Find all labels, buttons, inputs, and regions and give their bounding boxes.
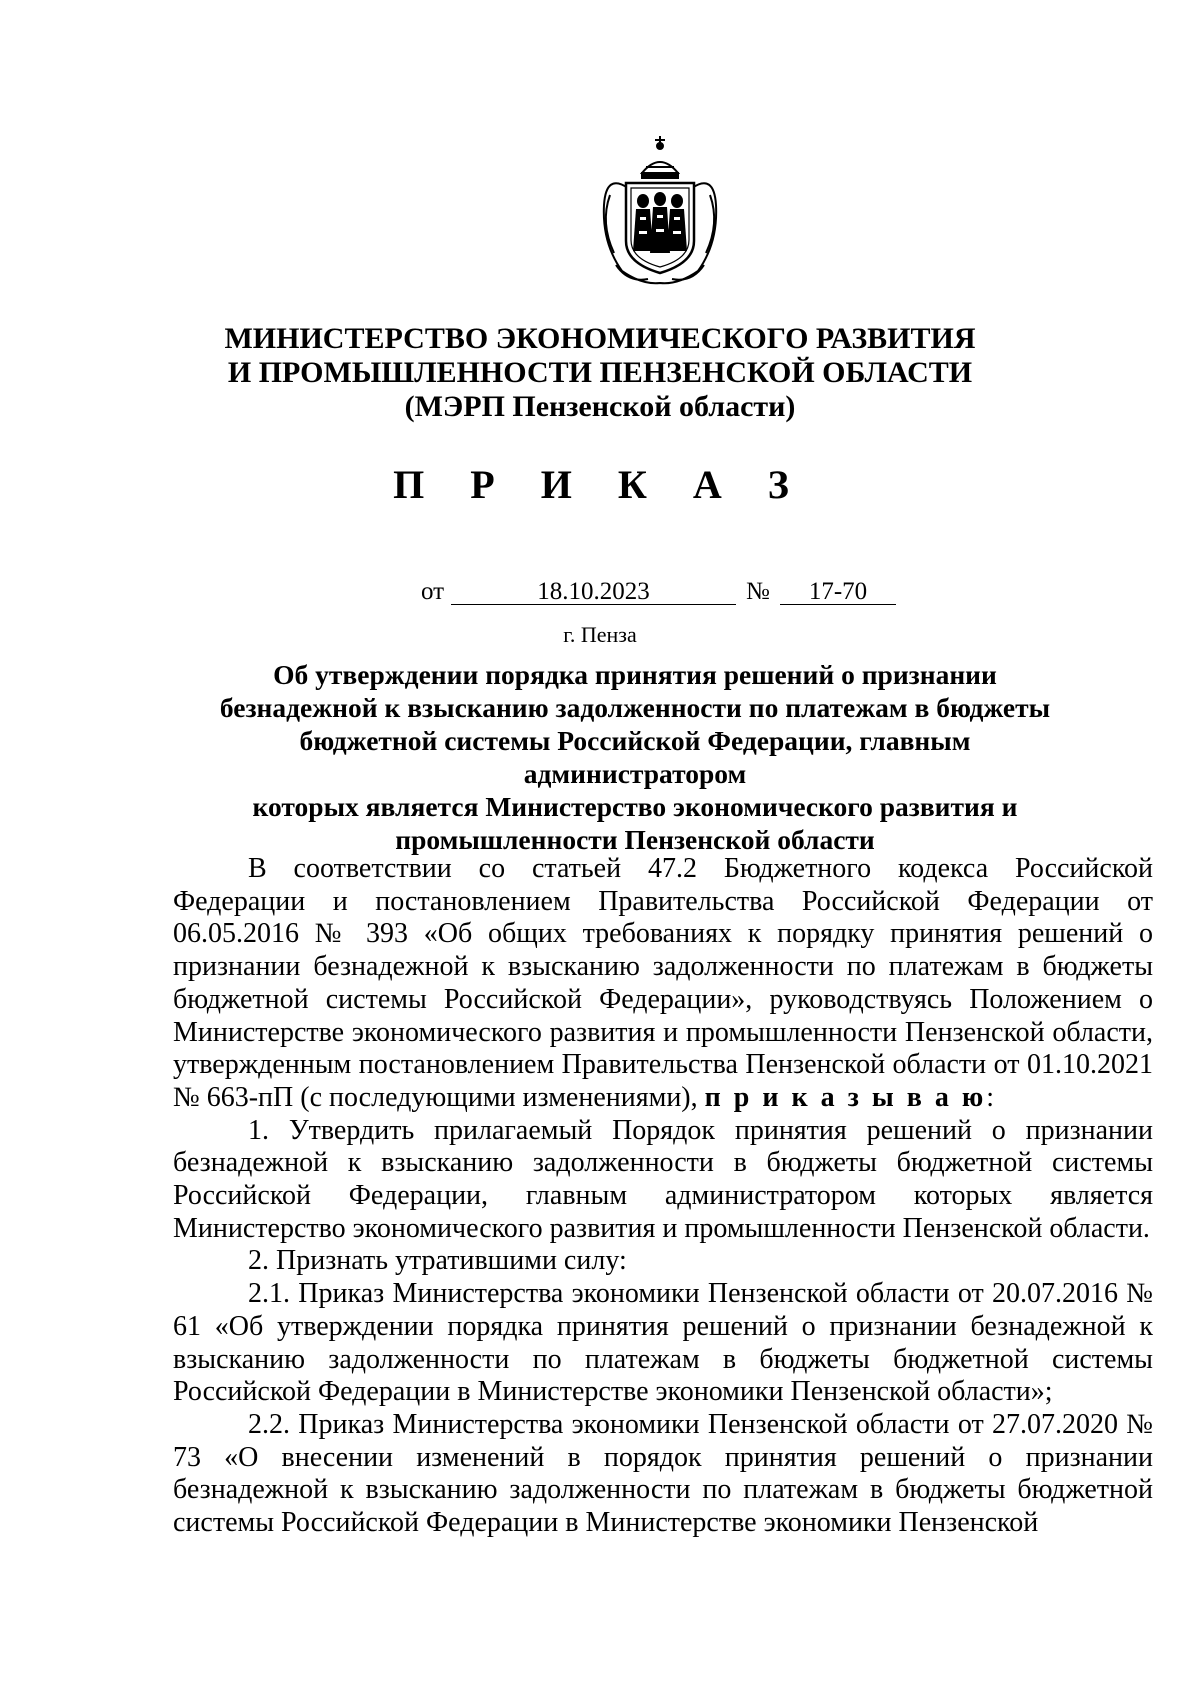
order-colon: :	[986, 1081, 995, 1113]
ministry-name-line2: И ПРОМЫШЛЕННОСТИ ПЕНЗЕНСКОЙ ОБЛАСТИ	[227, 356, 973, 389]
ministry-name-line1: МИНИСТЕРСТВО ЭКОНОМИЧЕСКОГО РАЗВИТИЯ	[224, 322, 976, 355]
document-date: 18.10.2023	[537, 578, 650, 605]
intro-paragraph	[173, 853, 1153, 1115]
from-label: от	[421, 578, 445, 605]
order-word: п р и к а з ы в а ю	[704, 1081, 987, 1113]
subject-line: безнадежной к взысканию задолженности по платежам в бюджеты	[219, 692, 1051, 723]
intro-text: В соответствии со статьей 47.2 Бюджетного кодекса Российской Федерации и постановлением Правительства Российской Федерации от 06.05.2016 № 393 «Об общих требованиях к порядку принятия решений о признании безнадежной к взысканию задолженности по платежам в бюджеты бюджетной системы Российской Федерации», руководствуясь Положением о Министерстве экономического развития и промышленности Пензенской области, утвержденным постановлением Правительства Пензенской области от 01.10.2021 № 663-пП (с последующими изменениями),	[173, 853, 1153, 1113]
document-subject	[200, 658, 1070, 856]
item-2-paragraph: 2. Признать утратившими силу:	[248, 1245, 627, 1277]
document-type-title: П Р И К А З	[393, 462, 807, 507]
city: г. Пенза	[563, 622, 637, 647]
document-body	[173, 853, 1153, 1540]
item-1-paragraph: 1. Утвердить прилагаемый Порядок принятия решений о признании безнадежной к взысканию задолженности в бюджеты бюджетной системы Российской Федерации, главным администратором которых является Министерство экономического развития и промышленности Пензенской области.	[173, 1114, 1153, 1244]
subject-line: которых является Министерство экономического развития и	[252, 791, 1018, 822]
item-2-1-paragraph: 2.1. Приказ Министерства экономики Пензенской области от 20.07.2016 № 61 «Об утверждении порядка принятия решений о признании безнадежной к взысканию задолженности по платежам в бюджеты бюджетной системы Российской Федерации в Министерстве экономики Пензенской области»;	[173, 1278, 1153, 1408]
number-label: №	[746, 578, 770, 605]
subject-line: промышленности Пензенской области	[395, 824, 875, 855]
subject-line: бюджетной системы Российской Федерации, главным администратором	[299, 725, 971, 789]
document-number: 17-70	[808, 578, 868, 605]
ministry-abbreviation: (МЭРП Пензенской области)	[404, 390, 796, 423]
item-2-2-paragraph: 2.2. Приказ Министерства экономики Пензенской области от 27.07.2020 № 73 «О внесении изменений в порядок принятия решений о признании безнадежной к взысканию задолженности по платежам в бюджеты бюджетной системы Российской Федерации в Министерстве экономики Пензенской	[173, 1408, 1153, 1539]
coat-of-arms-emblem	[598, 133, 722, 287]
subject-line: Об утверждении порядка принятия решений о признании	[273, 659, 997, 690]
